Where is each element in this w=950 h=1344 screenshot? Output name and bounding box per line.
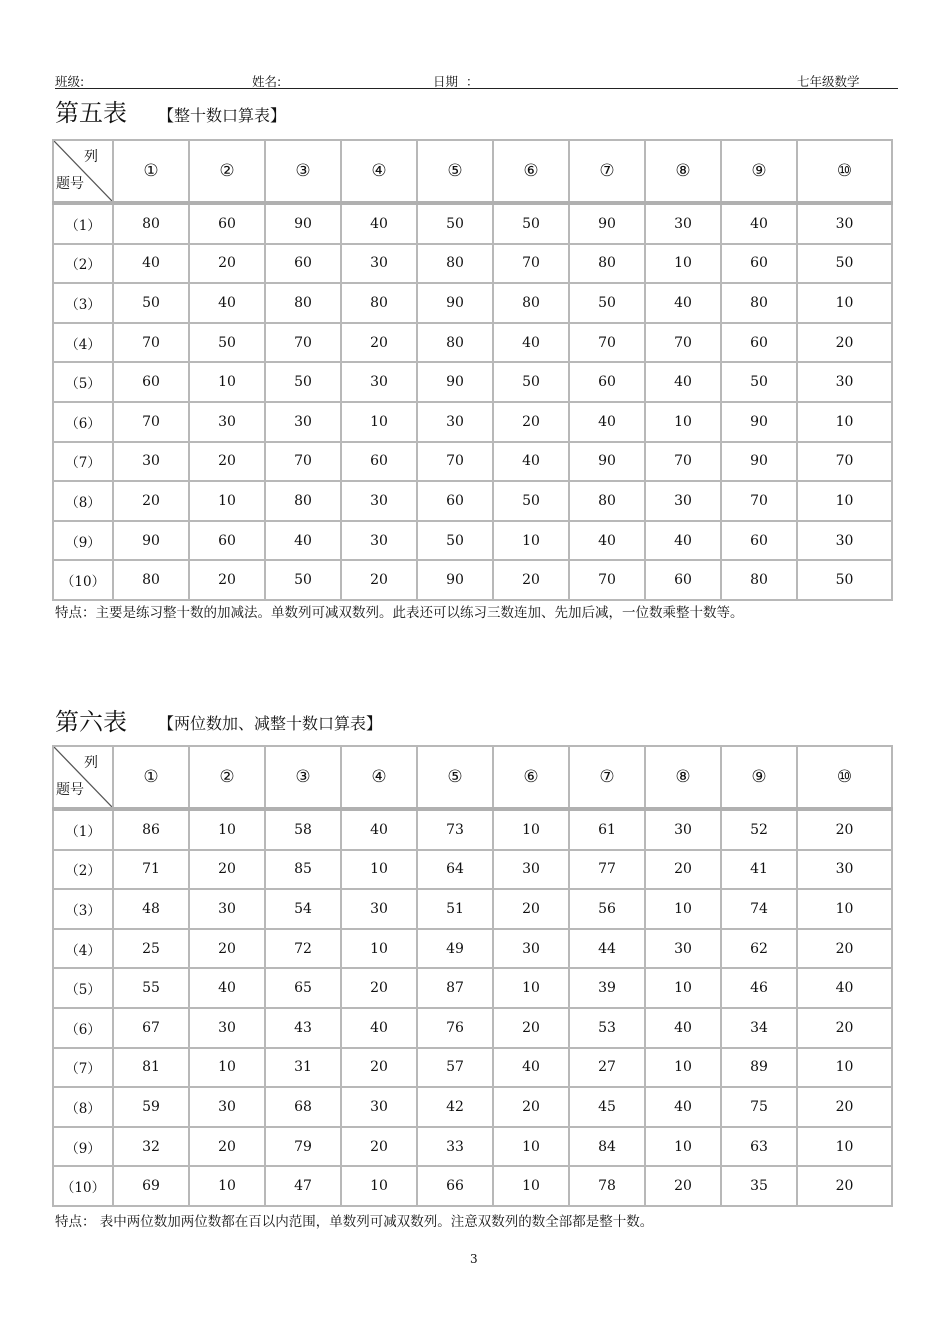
value-cell: 40 (189, 283, 265, 323)
value-cell: 40 (113, 244, 189, 284)
class-label: 班级: (55, 74, 85, 89)
value-cell: 47 (265, 1166, 341, 1206)
value-cell: 30 (797, 362, 892, 402)
value-cell: 70 (265, 323, 341, 363)
value-cell: 80 (113, 203, 189, 244)
value-cell: 50 (797, 560, 892, 600)
value-cell: 65 (265, 968, 341, 1008)
value-cell: 80 (113, 560, 189, 600)
value-cell: 60 (721, 521, 797, 561)
value-cell: 20 (341, 560, 417, 600)
row-label: （2） (53, 244, 113, 284)
value-cell: 10 (189, 809, 265, 850)
value-cell: 70 (569, 560, 645, 600)
column-header: ③ (265, 140, 341, 203)
value-cell: 58 (265, 809, 341, 850)
value-cell: 27 (569, 1048, 645, 1088)
table-row (53, 850, 892, 890)
value-cell: 25 (113, 929, 189, 969)
date-label: 日期 ： (433, 74, 479, 89)
column-header-label: 列 (84, 755, 98, 771)
value-cell: 30 (645, 929, 721, 969)
value-cell: 10 (797, 402, 892, 442)
value-cell: 40 (493, 323, 569, 363)
value-cell: 50 (113, 283, 189, 323)
value-cell: 30 (189, 889, 265, 929)
value-cell: 70 (417, 442, 493, 482)
value-cell: 60 (569, 362, 645, 402)
value-cell: 77 (569, 850, 645, 890)
value-cell: 73 (417, 809, 493, 850)
row-label: （10） (53, 1166, 113, 1206)
value-cell: 90 (113, 521, 189, 561)
value-cell: 10 (645, 402, 721, 442)
value-cell: 30 (189, 1008, 265, 1048)
value-cell: 20 (493, 889, 569, 929)
value-cell: 76 (417, 1008, 493, 1048)
row-label: （4） (53, 929, 113, 969)
value-cell: 20 (645, 850, 721, 890)
value-cell: 85 (265, 850, 341, 890)
value-cell: 50 (493, 203, 569, 244)
section-5-table (52, 139, 893, 601)
column-header: ⑧ (645, 746, 721, 809)
value-cell: 20 (797, 1166, 892, 1206)
value-cell: 39 (569, 968, 645, 1008)
value-cell: 40 (797, 968, 892, 1008)
value-cell: 40 (721, 203, 797, 244)
value-cell: 52 (721, 809, 797, 850)
value-cell: 66 (417, 1166, 493, 1206)
column-header: ⑩ (797, 746, 892, 809)
value-cell: 20 (797, 323, 892, 363)
value-cell: 34 (721, 1008, 797, 1048)
value-cell: 90 (417, 362, 493, 402)
value-cell: 80 (721, 283, 797, 323)
value-cell: 20 (493, 560, 569, 600)
value-cell: 30 (189, 402, 265, 442)
table-row (53, 809, 892, 850)
value-cell: 90 (569, 203, 645, 244)
value-cell: 54 (265, 889, 341, 929)
value-cell: 10 (797, 1048, 892, 1088)
value-cell: 60 (417, 481, 493, 521)
header-row (53, 746, 892, 809)
value-cell: 50 (189, 323, 265, 363)
value-cell: 30 (797, 850, 892, 890)
value-cell: 62 (721, 929, 797, 969)
value-cell: 79 (265, 1127, 341, 1167)
value-cell: 44 (569, 929, 645, 969)
value-cell: 41 (721, 850, 797, 890)
value-cell: 70 (493, 244, 569, 284)
value-cell: 60 (721, 323, 797, 363)
value-cell: 10 (493, 1166, 569, 1206)
value-cell: 40 (341, 203, 417, 244)
column-header: ① (113, 746, 189, 809)
value-cell: 64 (417, 850, 493, 890)
row-label: （9） (53, 521, 113, 561)
value-cell: 10 (341, 850, 417, 890)
section-5-subtitle: 【整十数口算表】 (158, 106, 287, 125)
value-cell: 89 (721, 1048, 797, 1088)
value-cell: 30 (341, 521, 417, 561)
value-cell: 30 (645, 481, 721, 521)
value-cell: 81 (113, 1048, 189, 1088)
value-cell: 90 (417, 283, 493, 323)
value-cell: 10 (493, 521, 569, 561)
row-label: （1） (53, 809, 113, 850)
value-cell: 20 (189, 929, 265, 969)
row-header-label: 题号 (56, 782, 84, 798)
table-row (53, 968, 892, 1008)
value-cell: 20 (189, 560, 265, 600)
column-header: ⑨ (721, 746, 797, 809)
value-cell: 30 (341, 889, 417, 929)
value-cell: 70 (645, 442, 721, 482)
table-row (53, 929, 892, 969)
row-label: （9） (53, 1127, 113, 1167)
column-header: ⑧ (645, 140, 721, 203)
value-cell: 10 (493, 968, 569, 1008)
table-row (53, 442, 892, 482)
value-cell: 70 (113, 323, 189, 363)
value-cell: 30 (113, 442, 189, 482)
column-header: ③ (265, 746, 341, 809)
row-label: （1） (53, 203, 113, 244)
value-cell: 30 (493, 929, 569, 969)
value-cell: 10 (645, 889, 721, 929)
value-cell: 20 (493, 1008, 569, 1048)
value-cell: 80 (417, 323, 493, 363)
row-label: （8） (53, 1087, 113, 1127)
column-header: ① (113, 140, 189, 203)
section-6-title: 第六表 (55, 708, 127, 736)
table-row (53, 402, 892, 442)
name-label: 姓名: (252, 74, 282, 89)
value-cell: 80 (569, 481, 645, 521)
value-cell: 50 (797, 244, 892, 284)
row-label: （10） (53, 560, 113, 600)
value-cell: 57 (417, 1048, 493, 1088)
table-row (53, 521, 892, 561)
table-row (53, 244, 892, 284)
value-cell: 20 (189, 244, 265, 284)
value-cell: 20 (493, 1087, 569, 1127)
value-cell: 90 (265, 203, 341, 244)
value-cell: 50 (569, 283, 645, 323)
row-label: （2） (53, 850, 113, 890)
value-cell: 40 (189, 968, 265, 1008)
value-cell: 10 (645, 968, 721, 1008)
value-cell: 61 (569, 809, 645, 850)
value-cell: 80 (265, 481, 341, 521)
value-cell: 50 (493, 362, 569, 402)
value-cell: 30 (265, 402, 341, 442)
section-6-subtitle: 【两位数加、减整十数口算表】 (158, 714, 383, 733)
value-cell: 60 (721, 244, 797, 284)
value-cell: 50 (721, 362, 797, 402)
value-cell: 30 (417, 402, 493, 442)
row-label: （6） (53, 402, 113, 442)
value-cell: 20 (797, 1087, 892, 1127)
value-cell: 30 (189, 1087, 265, 1127)
value-cell: 60 (265, 244, 341, 284)
value-cell: 46 (721, 968, 797, 1008)
column-header: ⑤ (417, 746, 493, 809)
value-cell: 30 (645, 203, 721, 244)
value-cell: 75 (721, 1087, 797, 1127)
value-cell: 80 (569, 244, 645, 284)
row-label: （3） (53, 889, 113, 929)
value-cell: 20 (645, 1166, 721, 1206)
table-row (53, 889, 892, 929)
row-label: （4） (53, 323, 113, 363)
row-label: （5） (53, 968, 113, 1008)
column-header: ⑦ (569, 140, 645, 203)
value-cell: 20 (189, 442, 265, 482)
value-cell: 90 (721, 442, 797, 482)
value-cell: 78 (569, 1166, 645, 1206)
value-cell: 43 (265, 1008, 341, 1048)
column-header: ⑥ (493, 746, 569, 809)
value-cell: 63 (721, 1127, 797, 1167)
value-cell: 10 (645, 1048, 721, 1088)
value-cell: 74 (721, 889, 797, 929)
section-5-note: 特点：主要是练习整十数的加减法。单数列可减双数列。此表还可以练习三数连加、先加后减，一位数乘整十数等。 (55, 605, 744, 621)
value-cell: 33 (417, 1127, 493, 1167)
column-header: ⑤ (417, 140, 493, 203)
value-cell: 90 (417, 560, 493, 600)
value-cell: 50 (493, 481, 569, 521)
value-cell: 20 (797, 809, 892, 850)
value-cell: 60 (341, 442, 417, 482)
corner-cell (53, 140, 113, 203)
value-cell: 70 (645, 323, 721, 363)
value-cell: 42 (417, 1087, 493, 1127)
value-cell: 55 (113, 968, 189, 1008)
value-cell: 60 (645, 560, 721, 600)
value-cell: 45 (569, 1087, 645, 1127)
value-cell: 20 (797, 1008, 892, 1048)
row-label: （7） (53, 442, 113, 482)
value-cell: 71 (113, 850, 189, 890)
grade-label: 七年级数学 (797, 74, 860, 89)
value-cell: 40 (341, 809, 417, 850)
corner-cell (53, 746, 113, 809)
value-cell: 70 (721, 481, 797, 521)
value-cell: 60 (113, 362, 189, 402)
table-row (53, 1008, 892, 1048)
value-cell: 80 (493, 283, 569, 323)
value-cell: 20 (341, 1127, 417, 1167)
value-cell: 50 (417, 521, 493, 561)
value-cell: 72 (265, 929, 341, 969)
value-cell: 67 (113, 1008, 189, 1048)
value-cell: 10 (493, 1127, 569, 1167)
value-cell: 68 (265, 1087, 341, 1127)
value-cell: 30 (341, 481, 417, 521)
value-cell: 10 (189, 481, 265, 521)
value-cell: 10 (341, 402, 417, 442)
column-header: ⑦ (569, 746, 645, 809)
value-cell: 90 (569, 442, 645, 482)
value-cell: 87 (417, 968, 493, 1008)
value-cell: 40 (645, 283, 721, 323)
value-cell: 10 (189, 1166, 265, 1206)
value-cell: 32 (113, 1127, 189, 1167)
value-cell: 30 (645, 809, 721, 850)
value-cell: 70 (569, 323, 645, 363)
value-cell: 40 (645, 521, 721, 561)
value-cell: 80 (341, 283, 417, 323)
value-cell: 20 (341, 1048, 417, 1088)
column-header: ⑥ (493, 140, 569, 203)
value-cell: 40 (645, 1087, 721, 1127)
row-label: （6） (53, 1008, 113, 1048)
section-6-table (52, 745, 893, 1207)
column-header: ⑩ (797, 140, 892, 203)
column-header: ④ (341, 746, 417, 809)
column-header: ④ (341, 140, 417, 203)
table-row (53, 203, 892, 244)
value-cell: 10 (189, 1048, 265, 1088)
value-cell: 40 (265, 521, 341, 561)
value-cell: 51 (417, 889, 493, 929)
table-row (53, 1048, 892, 1088)
value-cell: 30 (341, 1087, 417, 1127)
section-5-title: 第五表 (55, 99, 127, 127)
value-cell: 80 (417, 244, 493, 284)
value-cell: 20 (113, 481, 189, 521)
value-cell: 84 (569, 1127, 645, 1167)
value-cell: 40 (569, 402, 645, 442)
value-cell: 20 (189, 850, 265, 890)
value-cell: 59 (113, 1087, 189, 1127)
row-label: （3） (53, 283, 113, 323)
value-cell: 50 (265, 362, 341, 402)
value-cell: 69 (113, 1166, 189, 1206)
value-cell: 30 (341, 244, 417, 284)
value-cell: 20 (341, 323, 417, 363)
value-cell: 30 (797, 203, 892, 244)
page-number: 3 (470, 1252, 478, 1266)
value-cell: 80 (265, 283, 341, 323)
header-row (53, 140, 892, 203)
value-cell: 10 (645, 244, 721, 284)
value-cell: 40 (493, 442, 569, 482)
value-cell: 20 (797, 929, 892, 969)
value-cell: 70 (797, 442, 892, 482)
table-row (53, 481, 892, 521)
value-cell: 53 (569, 1008, 645, 1048)
table-row (53, 362, 892, 402)
value-cell: 30 (797, 521, 892, 561)
value-cell: 10 (493, 809, 569, 850)
worksheet-header (55, 70, 898, 89)
table-row (53, 1087, 892, 1127)
value-cell: 40 (645, 362, 721, 402)
table-row (53, 1127, 892, 1167)
column-header: ② (189, 746, 265, 809)
value-cell: 40 (493, 1048, 569, 1088)
table-row (53, 1166, 892, 1206)
table-row (53, 560, 892, 600)
value-cell: 30 (341, 362, 417, 402)
value-cell: 80 (721, 560, 797, 600)
value-cell: 56 (569, 889, 645, 929)
value-cell: 70 (265, 442, 341, 482)
value-cell: 10 (341, 929, 417, 969)
row-label: （7） (53, 1048, 113, 1088)
value-cell: 10 (797, 283, 892, 323)
value-cell: 20 (493, 402, 569, 442)
value-cell: 30 (493, 850, 569, 890)
value-cell: 60 (189, 521, 265, 561)
value-cell: 10 (797, 889, 892, 929)
table-row (53, 283, 892, 323)
value-cell: 50 (417, 203, 493, 244)
row-label: （8） (53, 481, 113, 521)
column-header: ⑨ (721, 140, 797, 203)
value-cell: 10 (797, 481, 892, 521)
value-cell: 20 (189, 1127, 265, 1167)
value-cell: 86 (113, 809, 189, 850)
value-cell: 60 (189, 203, 265, 244)
value-cell: 10 (797, 1127, 892, 1167)
value-cell: 20 (341, 968, 417, 1008)
value-cell: 50 (265, 560, 341, 600)
value-cell: 10 (645, 1127, 721, 1167)
value-cell: 35 (721, 1166, 797, 1206)
value-cell: 49 (417, 929, 493, 969)
row-label: （5） (53, 362, 113, 402)
table-row (53, 323, 892, 363)
value-cell: 48 (113, 889, 189, 929)
column-header: ② (189, 140, 265, 203)
value-cell: 40 (569, 521, 645, 561)
value-cell: 40 (341, 1008, 417, 1048)
value-cell: 90 (721, 402, 797, 442)
row-header-label: 题号 (56, 176, 84, 192)
value-cell: 10 (341, 1166, 417, 1206)
value-cell: 10 (189, 362, 265, 402)
value-cell: 70 (113, 402, 189, 442)
value-cell: 40 (645, 1008, 721, 1048)
value-cell: 31 (265, 1048, 341, 1088)
column-header-label: 列 (84, 149, 98, 165)
section-6-note: 特点： 表中两位数加两位数都在百以内范围，单数列可减双数列。注意双数列的数全部都是整十数。 (55, 1214, 654, 1230)
